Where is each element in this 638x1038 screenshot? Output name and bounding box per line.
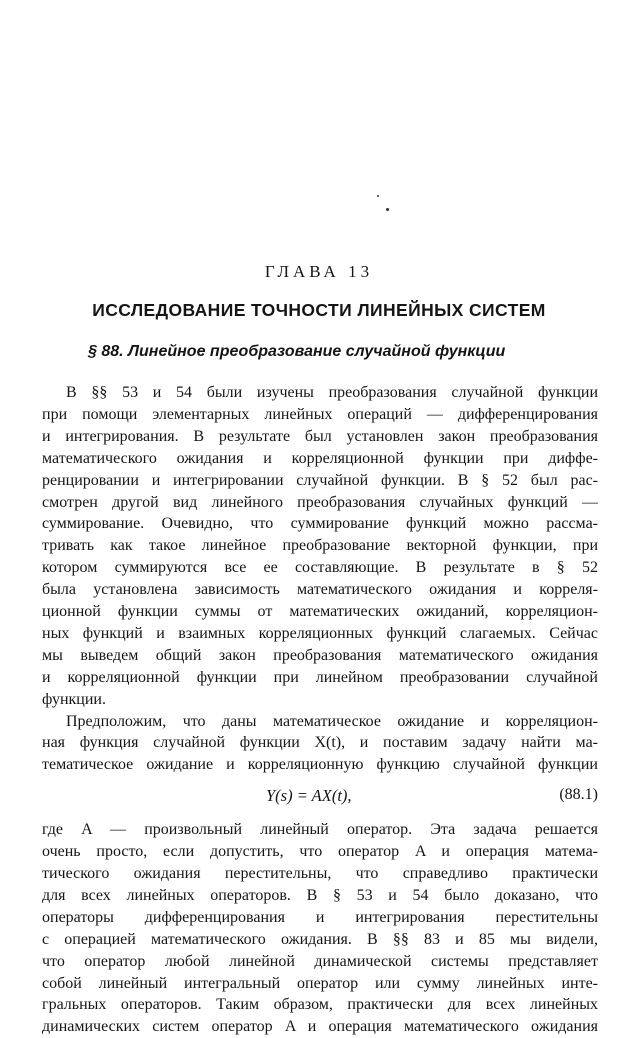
text-line: ционной функции суммы от математических ожиданий, корреляцион- — [42, 603, 598, 620]
text-line: математического ожидания и корреляционной функции при диффе- — [42, 449, 598, 467]
text-line: суммирование. Очевидно, что суммирование функций можно рассма- — [42, 515, 598, 533]
text-line: очень просто, если допустить, что оператор A и операция матема- — [42, 843, 598, 861]
text-line: Предположим, что даны математическое ожидание и корреляцион- — [66, 712, 598, 730]
text-line: собой линейный интегральный оператор или сумму линейных инте- — [42, 974, 598, 992]
text-line: мы выведем общий закон преобразования математического ожидания — [42, 646, 598, 664]
chapter-title: ИССЛЕДОВАНИЕ ТОЧНОСТИ ЛИНЕЙНЫХ СИСТЕМ — [92, 300, 546, 320]
section-title: § 88. Линейное преобразование случайной функции — [88, 343, 506, 360]
text-line: динамических систем оператор A и операция математического ожидания — [42, 1018, 598, 1036]
text-line: тического ожидания перестительны, что справедливо практически — [42, 865, 598, 882]
text-line: где A — произвольный линейный оператор. Эта задача решается — [42, 821, 598, 839]
scan-speck — [386, 208, 389, 211]
text-line: котором суммируются все ее составляющие. В результате в § 52 — [42, 559, 598, 577]
formula-number: (88.1) — [559, 786, 598, 804]
text-line: для всех линейных операторов. В § 53 и 54 было доказано, что — [42, 886, 598, 904]
text-line: и интегрирования. В результате был установлен закон преобразования — [42, 427, 598, 445]
text-line: гральных операторов. Таким образом, практически для всех линейных — [42, 996, 598, 1014]
chapter-label: ГЛАВА 13 — [264, 262, 374, 281]
scan-speck — [377, 195, 379, 197]
text-line: В §§ 53 и 54 были изучены преобразования случайной функции — [66, 384, 598, 401]
text-line: была установлена зависимость математического ожидания и корреля- — [42, 581, 598, 599]
text-line: ная функция случайной функции X(t), и поставим задачу найти ма- — [42, 734, 598, 752]
text-line: ренцировании и интегрировании случайной функции. В § 52 был рас- — [42, 471, 598, 489]
text-line: с операцией математического ожидания. В §§ 83 и 85 мы видели, — [42, 930, 598, 948]
formula-expression: Y(s) = AX(t), — [266, 786, 352, 806]
text-line: тривать как такое линейное преобразование векторной функции, при — [42, 537, 598, 555]
text-line: функции. — [42, 690, 106, 708]
text-line: при помощи элементарных линейных операций — дифференцирования — [42, 405, 598, 423]
text-line: что оператор любой линейной динамической системы представляет — [42, 952, 598, 970]
text-line: и корреляционной функции при линейном преобразовании случайной — [42, 668, 598, 686]
text-line: операторы дифференцирования и интегрирования перестительны — [42, 908, 598, 926]
text-line: тематическое ожидание и корреляционную функцию случайной функции — [42, 756, 598, 774]
text-line: ных функций и взаимных корреляционных функций слагаемых. Сейчас — [42, 624, 598, 642]
text-line: смотрен другой вид линейного преобразования случайных функций — — [42, 493, 598, 511]
